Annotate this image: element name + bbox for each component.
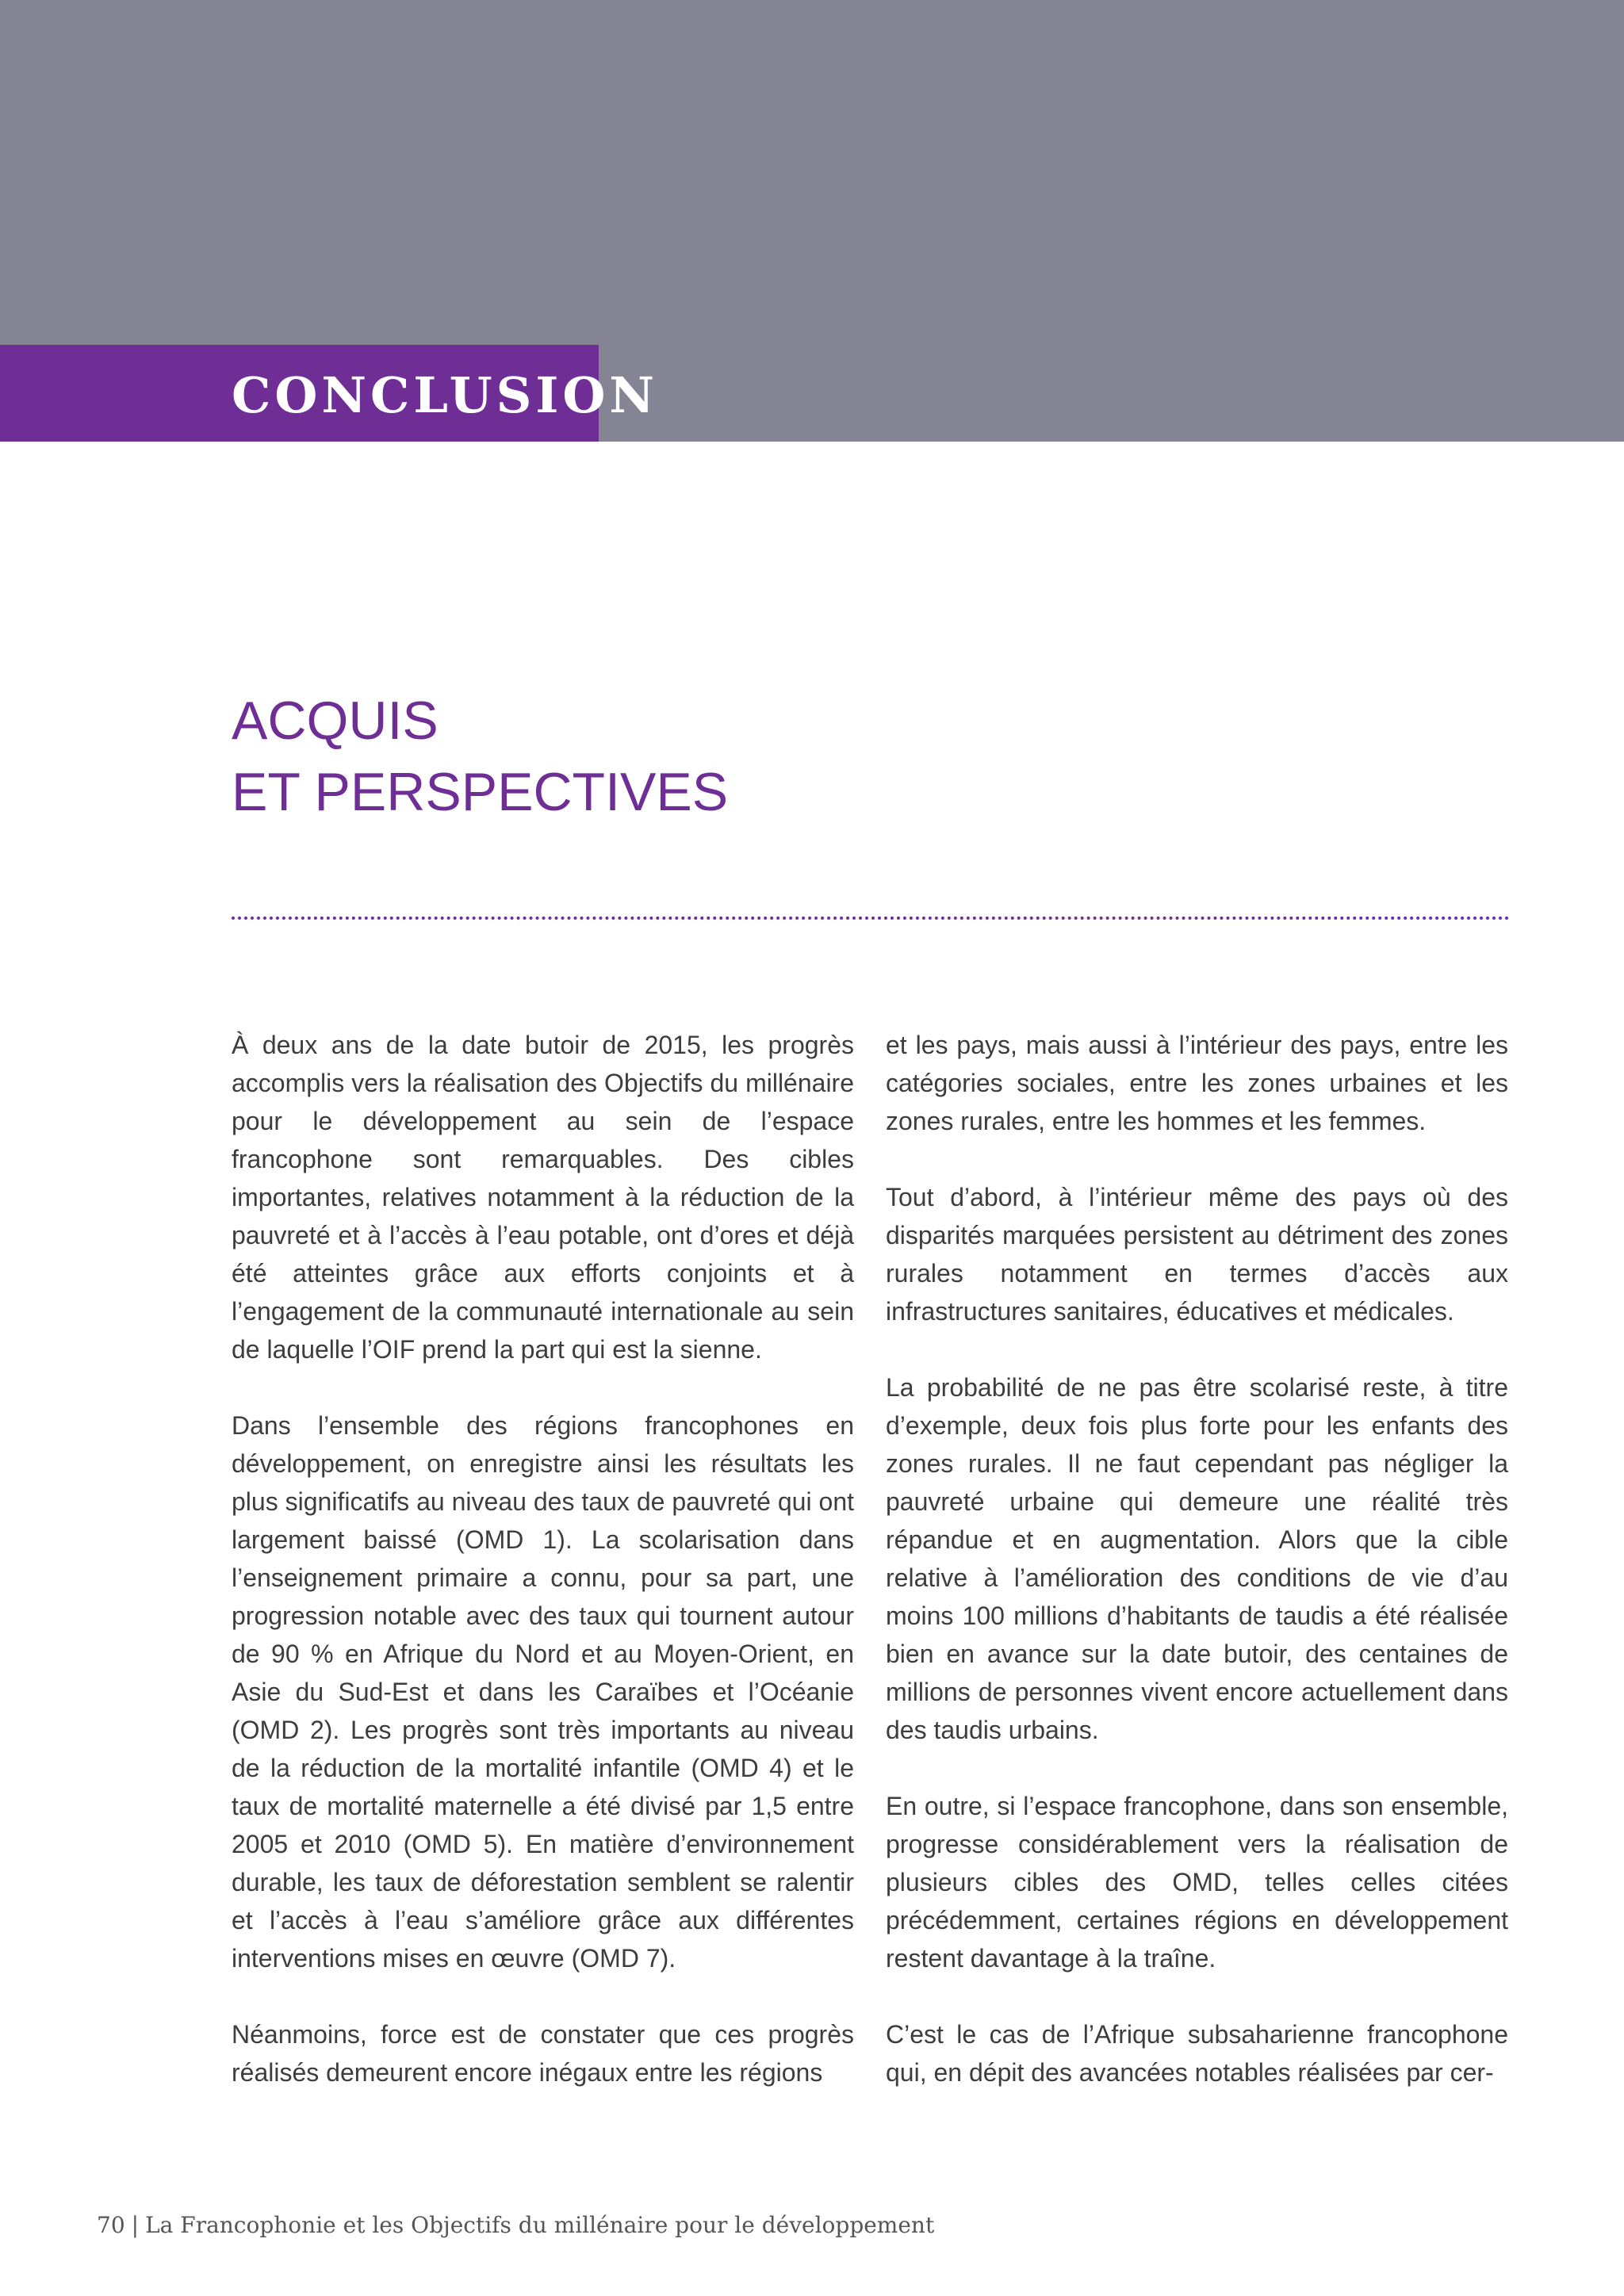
- paragraph: À deux ans de la date butoir de 2015, les progrès accomplis vers la réalisation des Objectifs du millénaire pour le développement au sein de l’espace francophone sont remarquables. Des cibles importantes, relatives notamment à la réduction de la pauvreté et à l’accès à l’eau potable, ont d’ores et déjà été atteintes grâce aux efforts conjoints et à l’engagement de la communauté internationale au sein de laquelle l’OIF prend la part qui est la sienne.: [232, 1031, 854, 1364]
- publication-title: La Francophonie et les Objectifs du millénaire pour le développement: [145, 2212, 935, 2238]
- paragraph: La probabilité de ne pas être scolarisé reste, à titre d’exemple, deux fois plus forte pour les enfants des zones rurales. Il ne faut cependant pas négliger la pauvreté urbaine qui demeure une réalité très répandue et en augmentation. Alors que la cible relative à l’amélioration des conditions de vie d’au moins 100 millions d’habitants de taudis a été réalisée bien en avance sur la date butoir, des centaines de millions de personnes vivent encore actuellement dans des taudis urbains.: [886, 1373, 1508, 1744]
- paragraph: et les pays, mais aussi à l’intérieur des pays, entre les catégories sociales, entre les zones urbaines et les zones rurales, entre les hommes et les femmes.: [886, 1031, 1508, 1135]
- dotted-divider: [232, 916, 1510, 920]
- text-column-right: [886, 1026, 1508, 2130]
- page-footer: [97, 2212, 934, 2238]
- section-title-line-2: ET PERSPECTIVES: [232, 762, 729, 822]
- paragraph: Néanmoins, force est de constater que ces progrès réalisés demeurent encore inégaux entre les régions: [232, 2020, 854, 2087]
- footer-separator: |: [131, 2212, 140, 2238]
- paragraph: En outre, si l’espace francophone, dans son ensemble, progresse considérablement vers la réalisation de plusieurs cibles des OMD, telles celles citées précédemment, certaines régions en développement restent davantage à la traîne.: [886, 1792, 1508, 1973]
- text-column-left: [232, 1026, 854, 2130]
- section-title: [232, 685, 1421, 828]
- page-number: 70: [97, 2212, 125, 2238]
- paragraph: Dans l’ensemble des régions francophones en développement, on enregistre ainsi les résultats les plus significatifs au niveau des taux de pauvreté qui ont largement baissé (OMD 1). La scolarisation dans l’enseignement primaire a connu, pour sa part, une progression notable avec des taux qui tournent autour de 90 % en Afrique du Nord et au Moyen-Orient, en Asie du Sud-Est et dans les Caraïbes et l’Océanie (OMD 2). Les progrès sont très importants au niveau de la réduction de la mortalité infantile (OMD 4) et le taux de mortalité maternelle a été divisé par 1,5 entre 2005 et 2010 (OMD 5). En matière d’environnement durable, les taux de déforestation semblent se ralentir et l’accès à l’eau s’améliore grâce aux différentes interventions mises en œuvre (OMD 7).: [232, 1411, 854, 1973]
- chapter-tag: [0, 345, 659, 442]
- paragraph: Tout d’abord, à l’intérieur même des pays où des disparités marquées persistent au détriment des zones rurales notamment en termes d’accès aux infrastructures sanitaires, éducatives et médicales.: [886, 1183, 1508, 1326]
- section-title-line-1: ACQUIS: [232, 691, 439, 751]
- paragraph: C’est le cas de l’Afrique subsaharienne francophone qui, en dépit des avancées notables réalisées par cer-: [886, 2020, 1508, 2087]
- chapter-label: CONCLUSION: [232, 366, 659, 424]
